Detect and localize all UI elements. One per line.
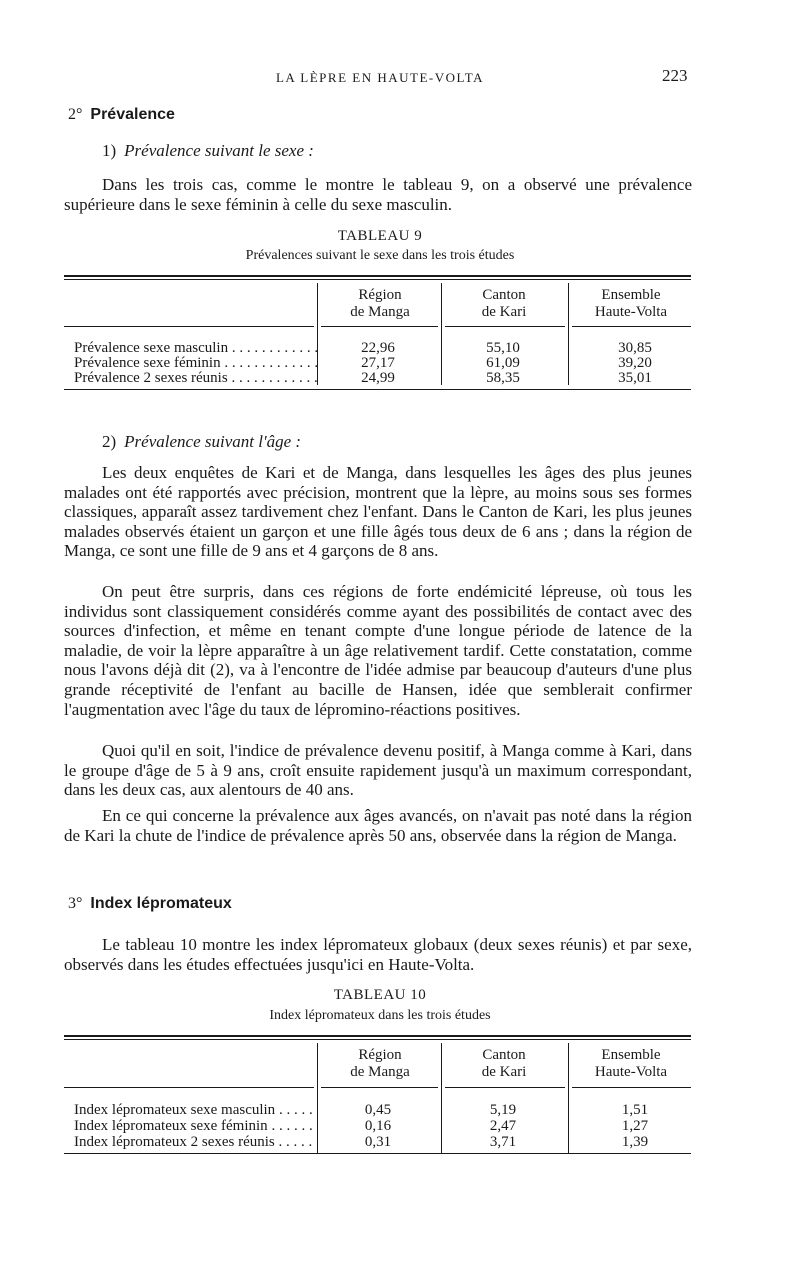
table10-cell: 1,39 — [621, 1134, 649, 1150]
table9-row-label: Prévalence 2 sexes réunis . . . — [74, 371, 318, 386]
table10-row-label: Index lépromateux 2 sexes réunis . . . — [74, 1135, 318, 1150]
table10-cell: 3,71 — [489, 1134, 517, 1150]
subsection-heading-age — [102, 432, 301, 452]
table9-header-rule — [572, 326, 691, 327]
paragraph-age-1: Les deux enquêtes de Kari et de Manga, dans lesquelles les âges des plus jeunes malades ont été rapportés avec précision, montrent que la lèpre, au moins sous ses formes classiques, apparaît assez tardivement chez l'enfant. Dans le Canton de Kari, les plus jeunes malades observés étaient un garçon et une fille âgés tous deux de 6 ans ; dans la région de Manga, ce sont une fille de 9 ans et 4 garçons de 8 ans. — [64, 463, 692, 561]
section-title: Prévalence — [90, 106, 175, 123]
table10-cell: 0,31 — [364, 1134, 392, 1150]
table10-col-header: Région de Manga — [350, 1047, 410, 1080]
table10-cell: 1,27 — [621, 1118, 649, 1134]
table10-header-rule — [321, 1087, 438, 1088]
section-title: Index lépromateux — [90, 895, 232, 912]
section-heading-prevalence — [68, 106, 175, 124]
section-number: 2° — [68, 106, 83, 123]
table9-bottom-rule — [64, 389, 691, 390]
subsection-number: 1) — [102, 141, 117, 160]
table10-header-rule — [64, 1087, 314, 1088]
table10-cell: 2,47 — [489, 1118, 517, 1134]
table10-top-rule-thin — [64, 1039, 691, 1040]
table9-cell: 35,01 — [618, 370, 652, 386]
paragraph-age-4: En ce qui concerne la prévalence aux âges avancés, on n'avait pas noté dans la région de Kari la chute de l'indice de prévalence après 50 ans, observée dans la région de Manga. — [64, 806, 692, 845]
page-number: 223 — [662, 66, 688, 85]
table9-cell: 58,35 — [486, 370, 520, 386]
table10-top-rule — [64, 1035, 691, 1037]
table10-cell: 0,45 — [364, 1102, 392, 1118]
paragraph-age-2: On peut être surpris, dans ces régions de forte endémicité lépreuse, où tous les individus sont classiquement considérés comme ayant des possibilités de contact avec des sources d'infection, et même en tenant compte d'une longue période de latence de la maladie, de voir la lèpre apparaître à un âge relativement tardif. Cette constatation, comme nous l'avons déjà dit (2), va à l'encontre de l'idée admise par beaucoup d'auteurs d'une plus grande réceptivité de l'enfant au bacille de Hansen, idée que semblerait confirmer l'augmentation avec l'âge du taux de lépromino-réactions positives. — [64, 582, 692, 719]
table9-header-rule — [64, 326, 314, 327]
table9-cell: 39,20 — [618, 355, 652, 371]
table10-col-header: Ensemble Haute-Volta — [594, 1047, 668, 1080]
table9-cell: 55,10 — [486, 340, 520, 356]
table10-row-label: Index lépromateux sexe masculin . . . — [74, 1103, 318, 1118]
table9-top-rule-thin — [64, 279, 691, 280]
section-number: 3° — [68, 895, 83, 912]
table10-cell: 0,16 — [364, 1118, 392, 1134]
table9-cell: 22,96 — [361, 340, 395, 356]
table10-col-header: Canton de Kari — [481, 1047, 527, 1080]
table10-cell: 1,51 — [621, 1102, 649, 1118]
table9-cell: 27,17 — [361, 355, 395, 371]
table9-col-header: Ensemble Haute-Volta — [594, 287, 668, 320]
paragraph-index: Le tableau 10 montre les index lépromateux globaux (deux sexes réunis) et par sexe, observés dans les études effectuées jusqu'ici en Haute-Volta. — [64, 935, 692, 974]
table9-cell: 61,09 — [486, 355, 520, 371]
table10-cell: 5,19 — [489, 1102, 517, 1118]
table10-caption: Index lépromateux dans les trois études — [269, 1008, 491, 1023]
table10-row-label: Index lépromateux sexe féminin . . . — [74, 1119, 318, 1134]
paragraph-sexe: Dans les trois cas, comme le montre le tableau 9, on a observé une prévalence supérieure dans le sexe féminin à celle du sexe masculin. — [64, 175, 692, 214]
table9-col-header: Région de Manga — [350, 287, 410, 320]
running-title: LA LÈPRE EN HAUTE-VOLTA — [275, 70, 485, 85]
table9-header-rule — [321, 326, 438, 327]
table10-number: TABLEAU 10 — [333, 987, 427, 1003]
table9-number: TABLEAU 9 — [337, 228, 423, 244]
table9-row-label: Prévalence sexe féminin . . . — [74, 356, 318, 371]
table9-cell: 30,85 — [618, 340, 652, 356]
table9-top-rule — [64, 275, 691, 277]
subsection-number: 2) — [102, 432, 117, 451]
table9-caption: Prévalences suivant le sexe dans les trois études — [245, 248, 515, 263]
table10-header-rule — [445, 1087, 565, 1088]
table9-header-rule — [445, 326, 565, 327]
section-heading-index — [68, 895, 232, 913]
table9-cell: 24,99 — [361, 370, 395, 386]
subsection-title: Prévalence suivant l'âge : — [124, 432, 302, 451]
subsection-heading-sexe — [102, 141, 314, 161]
table9-col-header: Canton de Kari — [481, 287, 527, 320]
paragraph-age-3: Quoi qu'il en soit, l'indice de prévalence devenu positif, à Manga comme à Kari, dans le groupe d'âge de 5 à 9 ans, croît ensuite rapidement jusqu'à un maximum correspondant, dans les deux cas, aux alentours de 40 ans. — [64, 741, 692, 800]
table9-row-label: Prévalence sexe masculin . . . — [74, 341, 318, 356]
table10-header-rule — [572, 1087, 691, 1088]
table10-bottom-rule — [64, 1153, 691, 1154]
subsection-title: Prévalence suivant le sexe : — [124, 141, 314, 160]
